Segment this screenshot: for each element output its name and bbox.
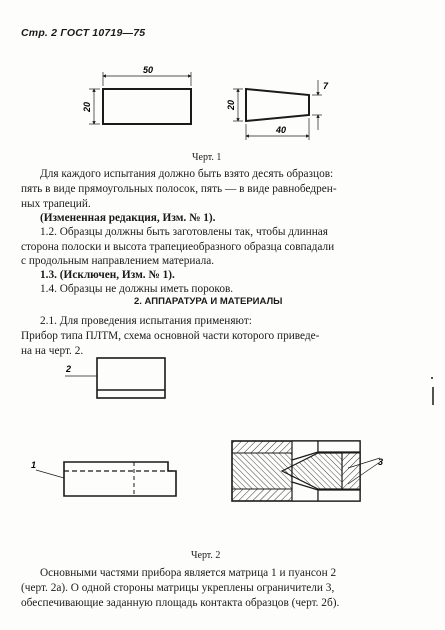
- figure-2: [0, 350, 445, 590]
- amendment-note: (Измененная редакция, Изм. № 1).: [40, 212, 216, 224]
- dim-length-40: 40: [275, 125, 287, 135]
- text-line: 1.2. Образцы должны быть заготовлены так, чтобы длинная: [40, 226, 328, 238]
- dim-height-left: 20: [82, 101, 92, 113]
- dim-small-7: 7: [323, 81, 329, 91]
- text-line: обеспечивающие заданную площадь контакта образцов (черт. 2б).: [21, 597, 340, 609]
- figure-2-caption: Черт. 2: [191, 550, 221, 561]
- excluded-note: 1.3. (Исключен, Изм. № 1).: [40, 269, 175, 281]
- figure-1-caption: Черт. 1: [192, 152, 222, 163]
- text-line: ных трапеций.: [21, 198, 91, 210]
- text-line: на на черт. 2.: [21, 345, 84, 357]
- text-line: Основными частями прибора является матрица 1 и пуансон 2: [40, 567, 337, 579]
- dim-height-right: 20: [226, 99, 236, 111]
- rectangular-specimen: [103, 89, 191, 124]
- figure-1: [0, 0, 445, 160]
- text-line: сторона полоски и высота трапециеобразного образца совпадали: [21, 241, 335, 253]
- text-line: с продольным направлением материала.: [21, 255, 215, 267]
- text-line: 1.4. Образцы не должны иметь пороков.: [40, 283, 234, 295]
- section-heading: 2. АППАРАТУРА И МАТЕРИАЛЫ: [134, 296, 283, 307]
- dim-width-50: 50: [142, 65, 154, 75]
- text-line: Прибор типа ПЛТМ, схема основной части которого приведе-: [21, 330, 320, 342]
- page-header: Стр. 2 ГОСТ 10719—75: [21, 27, 146, 39]
- label-1: 1: [31, 460, 37, 470]
- text-line: (черт. 2а). О одной стороны матрицы укреплены ограничители 3,: [21, 582, 335, 594]
- matrix-part: [36, 462, 176, 496]
- punch-part: [65, 358, 165, 398]
- cross-section: [232, 441, 380, 501]
- label-3: 3: [378, 457, 384, 467]
- text-line: 2.1. Для проведения испытания применяют:: [40, 315, 252, 327]
- text-line: пять в виде прямоугольных полосок, пять — в виде равнобедрен-: [21, 183, 337, 195]
- text-line: Для каждого испытания должно быть взято десять образцов:: [40, 168, 334, 180]
- label-2: 2: [66, 364, 72, 374]
- trapezoid-specimen: [246, 89, 309, 121]
